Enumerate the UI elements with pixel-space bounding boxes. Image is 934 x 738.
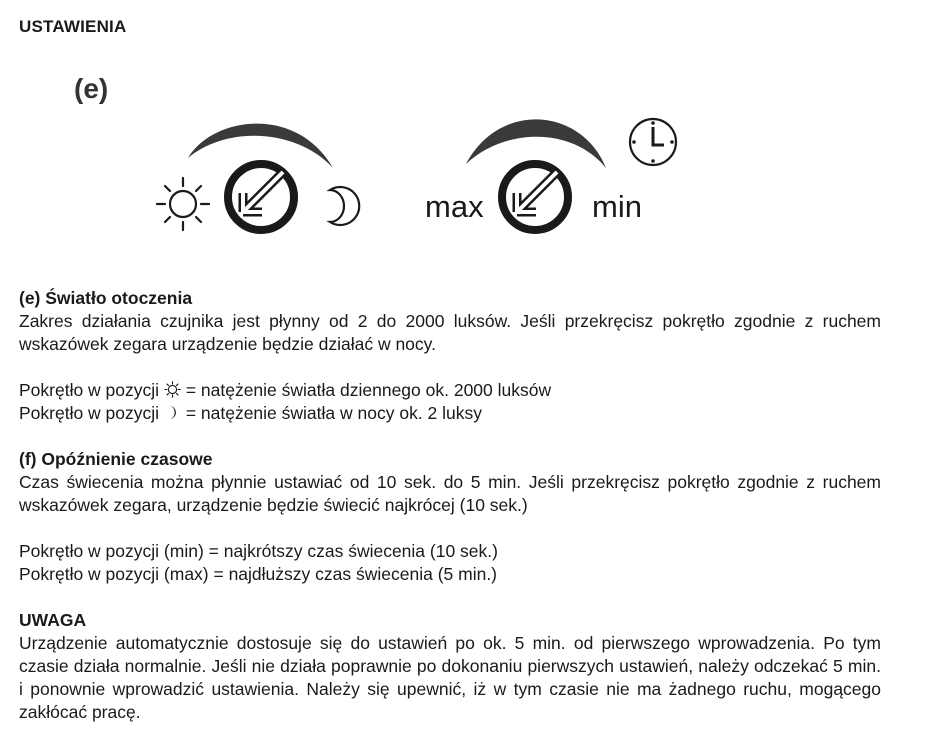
min-position-line: Pokrętło w pozycji (min) = najkrótszy czas świecenia (10 sek.) xyxy=(19,541,498,561)
time-dial-knob[interactable] xyxy=(502,164,568,230)
time-dial-max-label: max xyxy=(425,189,484,224)
sun-icon xyxy=(164,381,181,398)
sun-icon xyxy=(157,178,209,230)
arrow-icon xyxy=(243,172,283,212)
delay-description: Czas świecenia można płynnie ustawiać od 10 sek. do 5 min. Jeśli przekręcisz pokrętło zgodnie z ruchem wskazówek zegara, urządzenie będzie świecić najkrócej (10 sek.) xyxy=(19,472,881,515)
moon-icon xyxy=(164,404,181,421)
delay-positions xyxy=(19,540,881,586)
settings-diagram xyxy=(0,0,934,290)
delay-heading: (f) Opóźnienie czasowe xyxy=(19,449,213,469)
arrow-icon xyxy=(517,172,557,212)
time-dial xyxy=(466,119,676,230)
day-position-line xyxy=(19,379,881,402)
max-position-line: Pokrętło w pozycji (max) = najdłuższy czas świecenia (5 min.) xyxy=(19,564,498,584)
delay-section xyxy=(19,448,881,517)
light-dial-knob[interactable] xyxy=(228,164,294,230)
ambient-light-positions xyxy=(19,379,881,425)
figure-label: (e) xyxy=(74,73,109,104)
clock-icon xyxy=(630,119,676,165)
time-dial-min-label: min xyxy=(592,189,642,224)
moon-icon xyxy=(330,187,359,225)
page-title: USTAWIENIA xyxy=(19,17,127,36)
night-position-suffix: = natężenie światła w nocy ok. 2 luksy xyxy=(185,403,483,423)
warning-text: Urządzenie automatycznie dostosuje się do ustawień po ok. 5 min. od pierwszego wprowadzenia. Po tym czasie działa normalnie. Jeśli nie działa poprawnie po dokonaniu pierwszych ustawień, należy odczekać 5 min. i ponownie wprowadzić ustawienia. Należy się upewnić, iż w tym czasie nie ma żadnego ruchu, mogącego zakłócać pracę. xyxy=(19,633,881,722)
ambient-light-description: Zakres działania czujnika jest płynny od 2 do 2000 luksów. Jeśli przekręcisz pokrętło zgodnie z ruchem wskazówek zegara urządzenie będzie działać w nocy. xyxy=(19,311,881,354)
light-dial xyxy=(157,124,359,230)
day-position-suffix: = natężenie światła dziennego ok. 2000 luksów xyxy=(185,380,552,400)
settings-content xyxy=(19,287,881,724)
night-position-line xyxy=(19,402,881,425)
ambient-light-heading: (e) Światło otoczenia xyxy=(19,288,193,308)
day-position-prefix: Pokrętło w pozycji xyxy=(19,380,160,400)
warning-heading: UWAGA xyxy=(19,610,87,630)
night-position-prefix: Pokrętło w pozycji xyxy=(19,403,160,423)
warning-section xyxy=(19,609,881,724)
ambient-light-section xyxy=(19,287,881,356)
